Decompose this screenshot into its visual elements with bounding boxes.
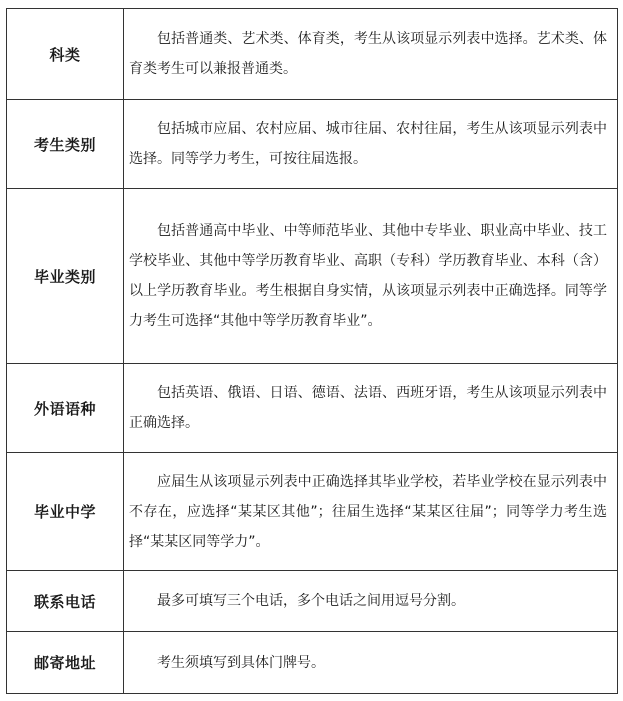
field-description-candidate-category: 包括城市应届、农村应届、城市往届、农村往届，考生从该项显示列表中选择。同等学力考生，可按往届选报。 [124,100,618,189]
field-description-foreign-language: 包括英语、俄语、日语、德语、法语、西班牙语，考生从该项显示列表中正确选择。 [124,364,618,453]
field-description-graduation-school: 应届生从该项显示列表中正确选择其毕业学校，若毕业学校在显示列表中不存在，应选择“某某区其他”；往届生选择“某某区往届”；同等学力考生选择“某某区同等学力”。 [124,453,618,571]
table-row [7,364,618,453]
field-description-subject-type: 包括普通类、艺术类、体育类，考生从该项显示列表中选择。艺术类、体育类考生可以兼报普通类。 [124,9,618,100]
table-row [7,632,618,694]
table-row [7,100,618,189]
field-label-graduation-category: 毕业类别 [7,189,124,364]
field-description-graduation-category: 包括普通高中毕业、中等师范毕业、其他中专毕业、职业高中毕业、技工学校毕业、其他中等学历教育毕业、高职（专科）学历教育毕业、本科（含）以上学历教育毕业。考生根据自身实情，从该项显示列表中正确选择。同等学力考生可选择“其他中等学历教育毕业”。 [124,189,618,364]
field-label-foreign-language: 外语语种 [7,364,124,453]
field-label-subject-type: 科类 [7,9,124,100]
field-label-mailing-address: 邮寄地址 [7,632,124,694]
field-label-contact-phone: 联系电话 [7,571,124,632]
field-label-candidate-category: 考生类别 [7,100,124,189]
table-row [7,453,618,571]
table-row [7,189,618,364]
field-label-graduation-school: 毕业中学 [7,453,124,571]
field-description-mailing-address: 考生须填写到具体门牌号。 [124,632,618,694]
field-description-contact-phone: 最多可填写三个电话，多个电话之间用逗号分割。 [124,571,618,632]
table-row [7,571,618,632]
registration-field-table [6,8,618,694]
table-row [7,9,618,100]
